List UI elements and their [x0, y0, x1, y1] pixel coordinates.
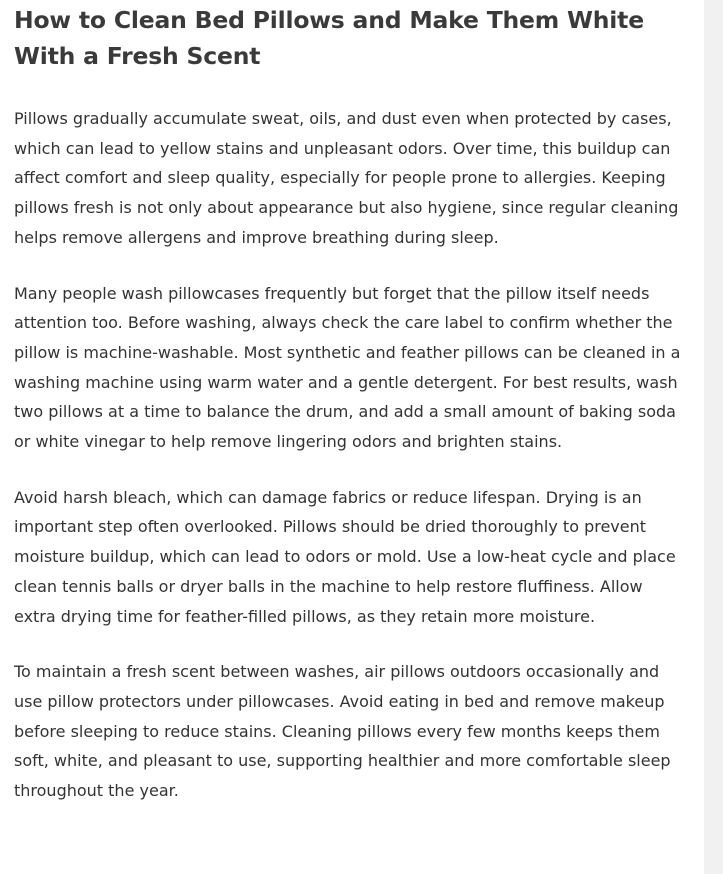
article-title: How to Clean Bed Pillows and Make Them White With a Fresh Scent: [14, 6, 644, 70]
sidebar-strip: [704, 0, 723, 874]
article-paragraph: Many people wash pillowcases frequently but forget that the pillow itself needs attention too. Before washing, always check the care label to confirm whether the pillow is machine-washable. Most synthetic and feather pillows can be cleaned in a washing machine using warm water and a gentle detergent. For best results, wash two pillows at a time to balance the drum, and add a small amount of baking soda or white vinegar to help remove lingering odors and brighten stains.: [14, 283, 681, 452]
article-paragraph: Pillows gradually accumulate sweat, oils, and dust even when protected by cases, which can lead to yellow stains and unpleasant odors. Over time, this buildup can affect comfort and sleep quality, especially for people prone to allergies. Keeping pillows fresh is not only about appearance but also hygiene, since regular cleaning helps remove allergens and improve breathing during sleep.: [14, 109, 679, 247]
article-paragraph: To maintain a fresh scent between washes, air pillows outdoors occasionally and use pillow protectors under pillowcases. Avoid eating in bed and remove makeup before sleeping to reduce stains. Cleaning pillows every few months keeps them soft, white, and pleasant to use, supporting healthier and more comfortable sleep throughout the year.: [14, 662, 671, 801]
article-paragraph: Avoid harsh bleach, which can damage fabrics or reduce lifespan. Drying is an important step often overlooked. Pillows should be dried thoroughly to prevent moisture buildup, which can lead to odors or mold. Use a low-heat cycle and place clean tennis balls or dryer balls in the machine to help restore fluffiness. Allow extra drying time for feather-filled pillows, as they retain more moisture.: [14, 487, 676, 626]
article: [14, 0, 686, 806]
